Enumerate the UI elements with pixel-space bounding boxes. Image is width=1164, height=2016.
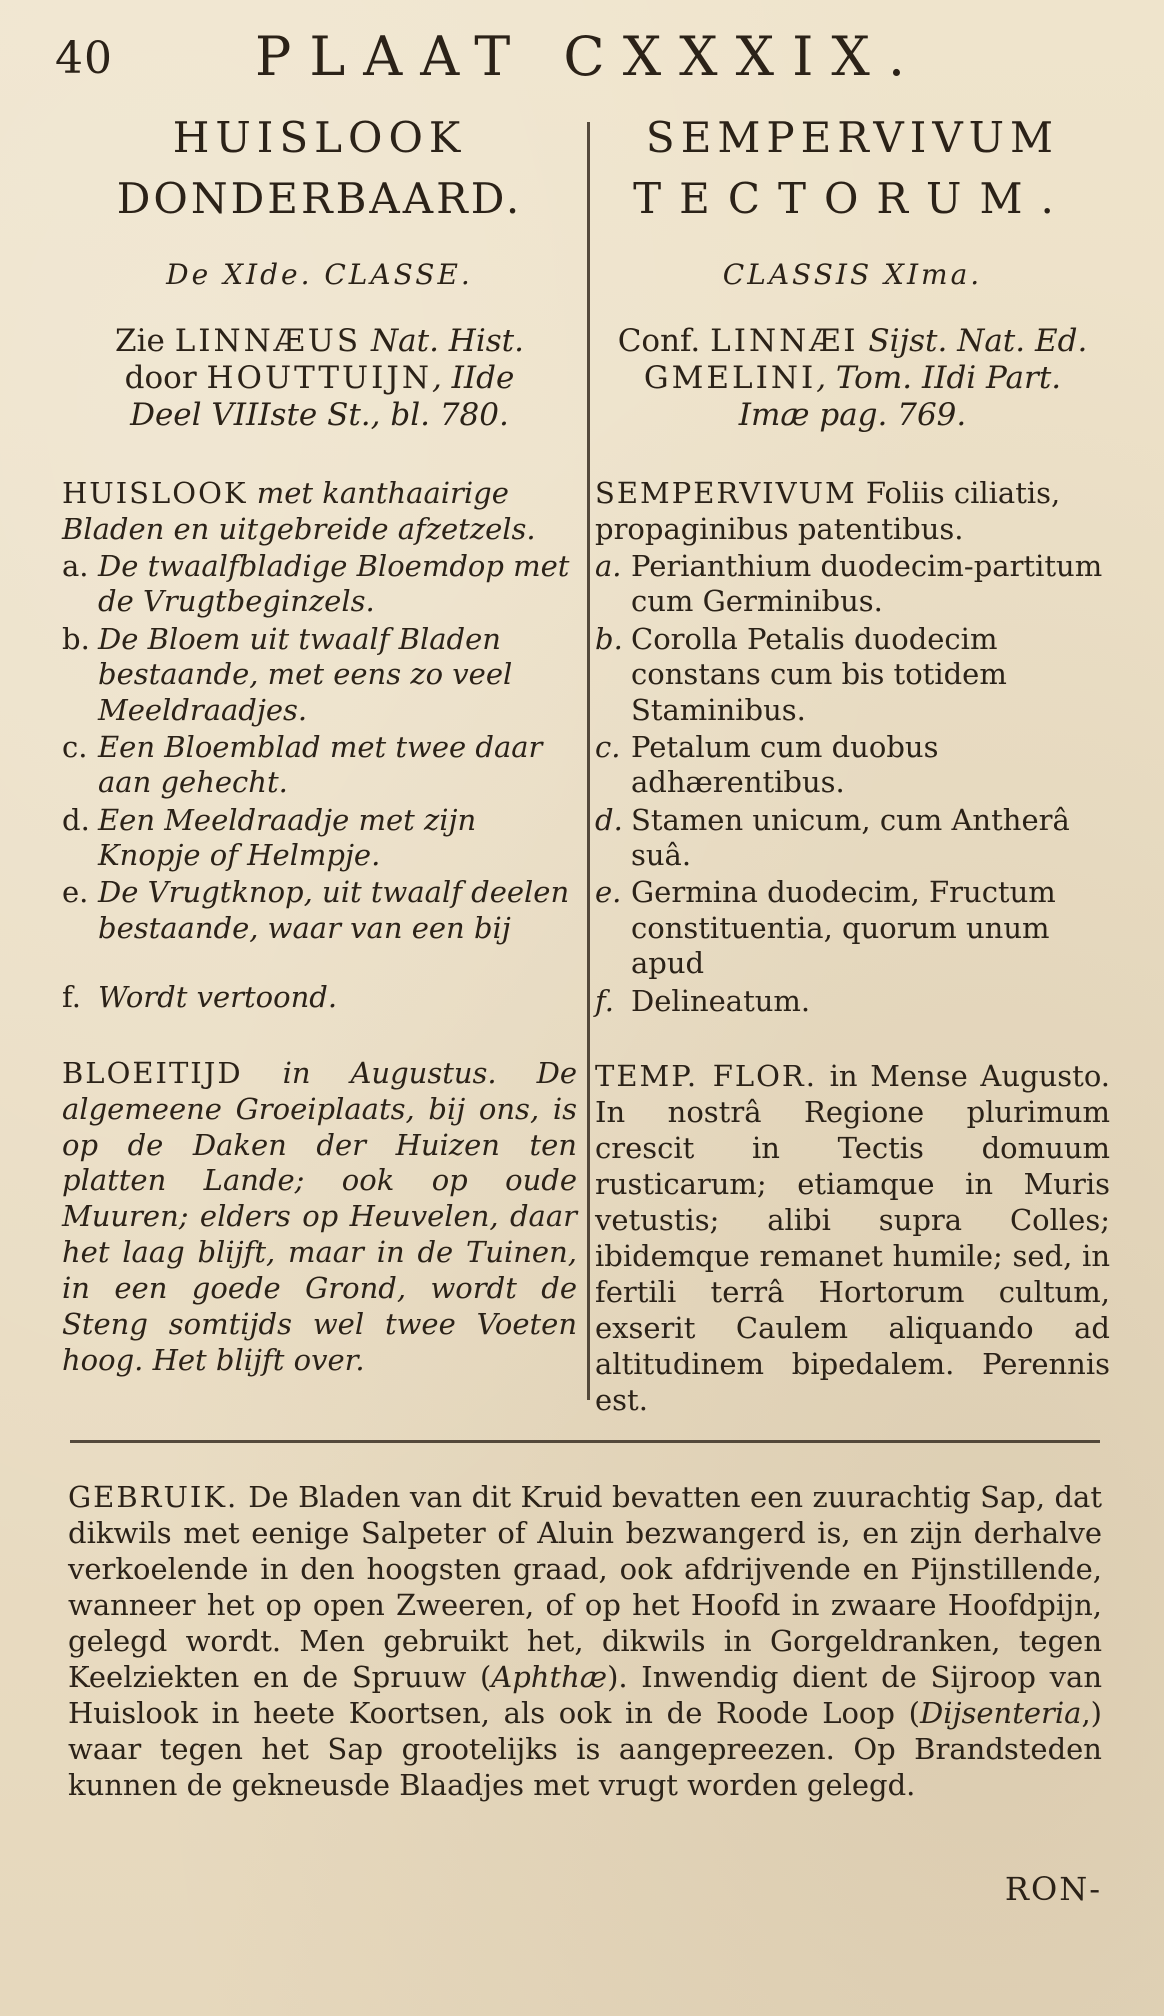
dutch-item (62, 549, 577, 620)
dutch-description (62, 476, 577, 1015)
dutch-description-lead (62, 476, 577, 547)
dutch-flor-lead: BLOEITIJD (62, 1055, 243, 1090)
latin-ref-gmelini: GMELINI (643, 359, 817, 396)
latin-ref-conf: Conf. (617, 322, 711, 359)
dutch-ref-line3: Deel VIIIste St., bl. 780. (130, 397, 509, 434)
latin-item-text: Delineatum. (631, 983, 811, 1018)
dutch-ref-nathist: Nat. Hist. (361, 322, 524, 359)
latin-item-text: Stamen unicum, cum Antherâ suâ. (631, 802, 1070, 873)
latin-ref-linnaei: LINNÆI (710, 322, 859, 359)
dutch-lead-rest: met kanthaairige Bladen en uitgebreide afzetzels. (62, 476, 536, 546)
dutch-item-letter: c. (62, 729, 88, 764)
dutch-item-letter: b. (62, 621, 90, 656)
dutch-flowering (62, 1056, 577, 1380)
usage-italic-dijsenteria: Dijsenteria (919, 1695, 1082, 1730)
dutch-item-letter: d. (62, 802, 90, 837)
latin-item (595, 730, 1110, 801)
dutch-name-line2: DONDERBAARD. (116, 173, 523, 223)
latin-ref-line3: Imæ pag. 769. (738, 397, 967, 434)
page-header (55, 25, 1115, 95)
dutch-lead-word: HUISLOOK (62, 476, 248, 511)
dutch-ref-houttuijn: HOUTTUIJN (206, 359, 432, 396)
dutch-name-line1: HUISLOOK (172, 113, 467, 162)
dutch-item (62, 980, 577, 1015)
dutch-item-letter: a. (62, 549, 89, 584)
dutch-item-text: Wordt vertoond. (98, 980, 338, 1015)
latin-item-letter: c. (595, 729, 621, 764)
usage-italic-aphthae: Aphthæ (491, 1659, 608, 1694)
latin-item-letter: d. (595, 802, 623, 837)
usage-text-b: ). Inwendig dient de Sijroop van Huislook in heete Koortsen, als ook in de Roode Loop ( (68, 1659, 1102, 1730)
catchword: RON- (1004, 1870, 1102, 1908)
column-divider (587, 122, 590, 1400)
latin-classis: CLASSIS XIma. (722, 257, 983, 291)
dutch-column (62, 108, 577, 1379)
latin-item-text: Corolla Petalis duodecim constans cum bis totidem Staminibus. (631, 621, 1007, 727)
latin-item-letter: b. (595, 621, 623, 656)
dutch-item-letter: f. (62, 980, 81, 1015)
dutch-ref-zie: Zie (115, 322, 175, 359)
latin-description (595, 476, 1110, 1019)
dutch-item-text: De Vrugtknop, uit twaalf deelen bestaande, waar van een bij (98, 875, 570, 945)
latin-flor-text: in Mense Augusto. In nostrâ Regione plurimum crescit in Tectis domuum rusticarum; etiamque in Muris vetustis; alibi supra Colles; ibidemque remanet humile; sed, in fertili terrâ Hortorum cultum, exserit Caulem aliquando ad altitudinem bipedalem. Perennis est. (595, 1058, 1110, 1417)
dutch-reference (62, 323, 577, 435)
latin-item-letter: e. (595, 875, 622, 910)
dutch-ref-deel: , IIde (431, 359, 515, 396)
latin-description-lead (595, 476, 1110, 547)
latin-item (595, 984, 1110, 1019)
dutch-flor-text: in Augustus. De algemeene Groeiplaats, bij ons, is op de Daken der Huizen ten platten Lande; ook op oude Muuren; elders op Heuvelen, daar het laag blijft, maar in de Tuinen, in een goede Grond, wordt de Steng somtijds wel twee Voeten hoog. Het blijft over. (62, 1055, 577, 1378)
latin-item (595, 549, 1110, 620)
dutch-ref-linnaeus: LINNÆUS (174, 322, 362, 359)
dutch-item (62, 622, 577, 728)
latin-flor-lead: TEMP. FLOR. (595, 1058, 817, 1093)
latin-name-line2: TECTORUM. (633, 173, 1072, 223)
latin-name-line1: SEMPERVIVUM (645, 113, 1060, 162)
dutch-item-text: De twaalfbladige Bloemdop met de Vrugtbeginzels. (98, 549, 570, 619)
dutch-item-text: Een Bloemblad met twee daar aan gehecht. (98, 729, 543, 800)
latin-flowering (595, 1059, 1110, 1419)
latin-column (595, 108, 1110, 1419)
dutch-item (62, 803, 577, 874)
plate-title: PLAAT CXXXIX. (255, 25, 924, 88)
usage-text-a: De Bladen van dit Kruid bevatten een zuurachtig Sap, dat dikwils met eenige Salpeter of Aluin bezwangerd is, en zijn derhalve verkoelende in den hoogsten graad, ook afdrijvende en Pijnstillende, wanneer het op open Zweeren, of op het Hoofd in zwaare Hoofdpijn, gelegd wordt. Men gebruikt het, dikwils in Gorgeldranken, tegen Keelziekten en de Spruuw ( (68, 1480, 1102, 1694)
latin-item-letter: a. (595, 549, 622, 584)
dutch-item-letter: e. (62, 875, 89, 910)
dutch-item (62, 875, 577, 946)
latin-lead-word: SEMPERVIVUM (595, 476, 857, 511)
dutch-item-text: Een Meeldraadje met zijn Knopje of Helmpje. (98, 802, 477, 873)
latin-item-letter: f. (595, 983, 614, 1018)
dutch-ref-door: door (124, 359, 207, 396)
latin-item-text: Germina duodecim, Fructum constituentia, quorum unum apud (631, 875, 1056, 981)
latin-reference (595, 323, 1110, 435)
latin-item (595, 803, 1110, 874)
latin-item-text: Perianthium duodecim-partitum cum Germinibus. (631, 549, 1103, 619)
latin-item (595, 622, 1110, 728)
dutch-item (62, 730, 577, 801)
dutch-classe: De XIde. CLASSE. (166, 257, 473, 291)
page-number: 40 (55, 33, 113, 84)
usage-paragraph (68, 1480, 1102, 1804)
latin-ref-tom: , Tom. IIdi Part. (816, 359, 1062, 396)
dutch-item-text: De Bloem uit twaalf Bladen bestaande, met eens zo veel Meeldraadjes. (98, 621, 513, 727)
latin-item-text: Petalum cum duobus adhærentibus. (631, 729, 939, 800)
latin-lead-rest: Foliis ciliatis, propaginibus patentibus. (595, 476, 1061, 546)
latin-item (595, 875, 1110, 981)
section-divider (70, 1440, 1100, 1443)
usage-text-c: ,) waar tegen het Sap grootelijks is aangepreezen. Op Brandsteden kunnen de gekneusde Blaadjes met vrugt worden gelegd. (68, 1695, 1102, 1802)
usage-lead: GEBRUIK. (68, 1480, 239, 1514)
latin-ref-sijst: Sijst. Nat. Ed. (858, 322, 1088, 359)
